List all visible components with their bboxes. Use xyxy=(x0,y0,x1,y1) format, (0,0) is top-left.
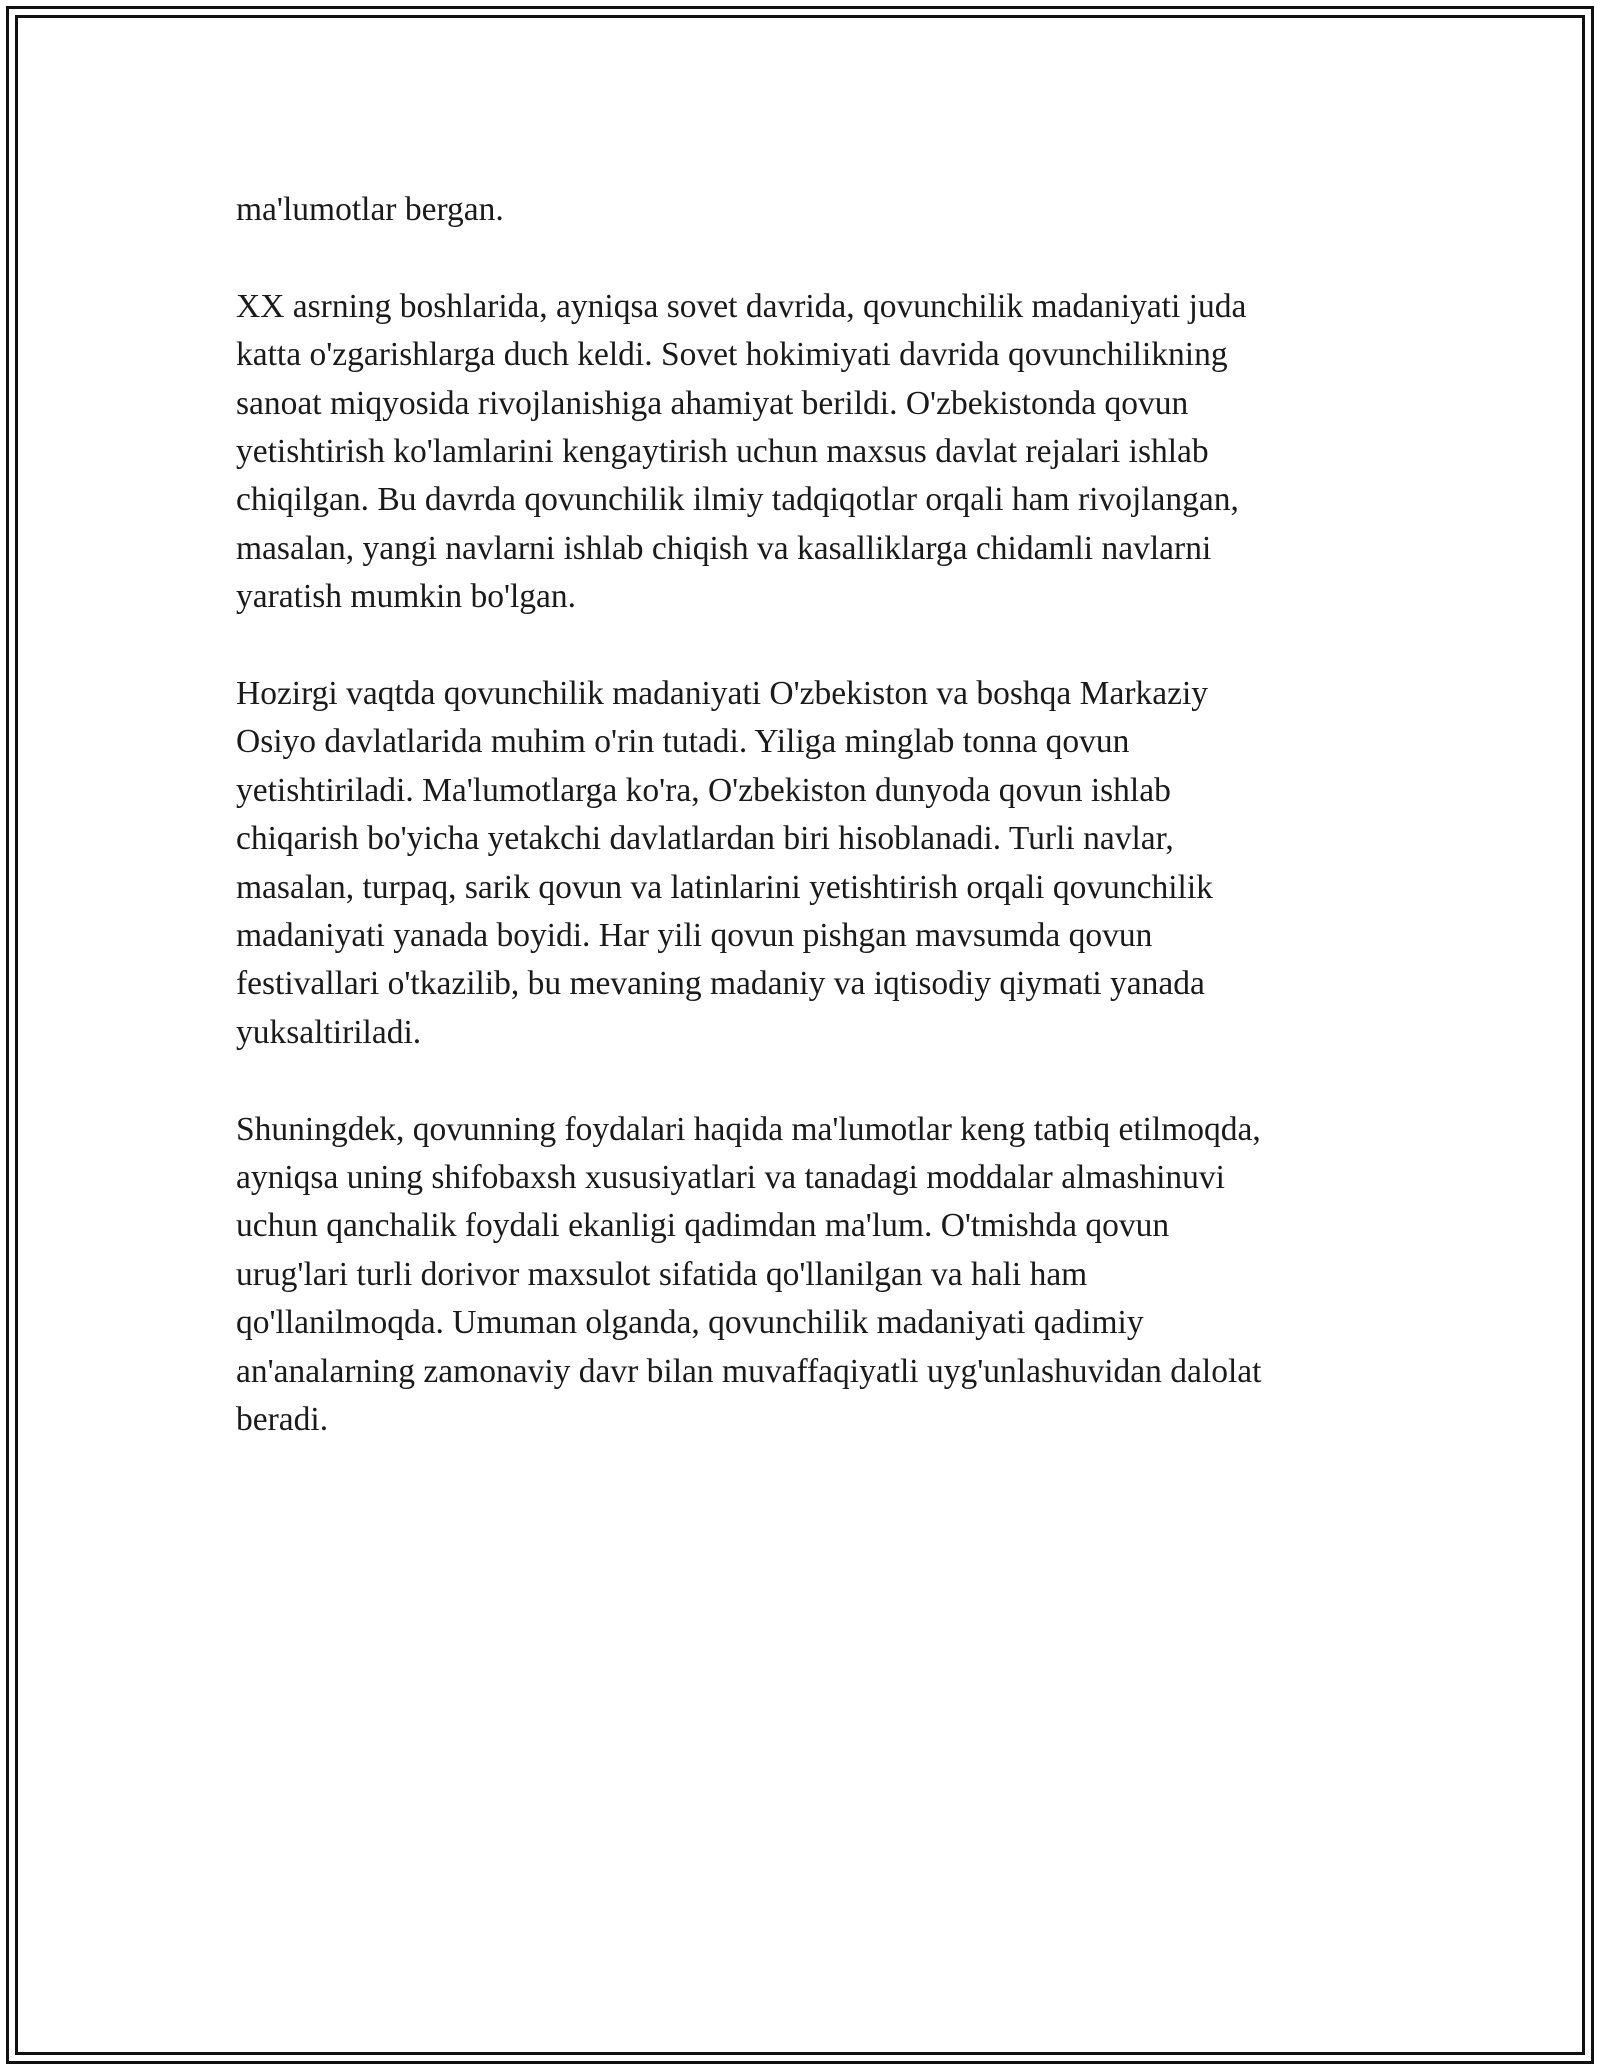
text-line: beradi. xyxy=(236,1401,329,1439)
text-line: an'analarning zamonaviy davr bilan muvaffaqiyatli uyg'unlashuvidan dalolat xyxy=(236,1352,1262,1390)
paragraph-4 xyxy=(236,1106,1376,1445)
text-line: Shuningdek, qovunning foydalari haqida ma'lumotlar keng tatbiq etilmoqda, xyxy=(236,1110,1261,1148)
text-line: XX asrning boshlarida, ayniqsa sovet davrida, qovunchilik madaniyati juda xyxy=(236,287,1247,325)
text-line: Osiyo davlatlarida muhim o'rin tutadi. Yiliga minglab tonna qovun xyxy=(236,723,1130,761)
text-line: ayniqsa uning shifobaxsh xususiyatlari va tanadagi moddalar almashinuvi xyxy=(236,1159,1225,1197)
text-line: madaniyati yanada boyidi. Har yili qovun pishgan mavsumda qovun xyxy=(236,917,1153,955)
paragraph-3 xyxy=(236,670,1376,1057)
text-line: yetishtiriladi. Ma'lumotlarga ko'ra, O'zbekiston dunyoda qovun ishlab xyxy=(236,771,1171,809)
text-line: sanoat miqyosida rivojlanishiga ahamiyat berildi. O'zbekistonda qovun xyxy=(236,384,1189,422)
text-line: ma'lumotlar bergan. xyxy=(236,191,504,228)
text-line: qo'llanilmoqda. Umuman olganda, qovunchilik madaniyati qadimiy xyxy=(236,1304,1144,1342)
text-line: festivallari o'tkazilib, bu mevaning madaniy va iqtisodiy qiymati yanada xyxy=(236,965,1205,1003)
text-line: Hozirgi vaqtda qovunchilik madaniyati O'zbekiston va boshqa Markaziy xyxy=(236,675,1209,713)
text-line: urug'lari turli dorivor maxsulot sifatida qo'llanilgan va hali ham xyxy=(236,1255,1088,1293)
document-body xyxy=(236,186,1376,1493)
text-line: chiqilgan. Bu davrda qovunchilik ilmiy tadqiqotlar orqali ham rivojlangan, xyxy=(236,481,1239,519)
text-line: masalan, yangi navlarni ishlab chiqish va kasalliklarga chidamli navlarni xyxy=(236,529,1212,567)
text-line: masalan, turpaq, sarik qovun va latinlarini yetishtirish orqali qovunchilik xyxy=(236,868,1213,906)
text-line: uchun qanchalik foydali ekanligi qadimdan ma'lum. O'tmishda qovun xyxy=(236,1207,1170,1245)
text-line: chiqarish bo'yicha yetakchi davlatlardan biri hisoblanadi. Turli navlar, xyxy=(236,820,1174,858)
text-line: yuksaltiriladi. xyxy=(236,1013,422,1051)
paragraph-1 xyxy=(236,186,1376,234)
text-line: yetishtirish ko'lamlarini kengaytirish uchun maxsus davlat rejalari ishlab xyxy=(236,433,1209,471)
text-line: yaratish mumkin bo'lgan. xyxy=(236,578,577,616)
text-line: katta o'zgarishlarga duch keldi. Sovet hokimiyati davrida qovunchilikning xyxy=(236,336,1228,374)
paragraph-2 xyxy=(236,283,1376,622)
